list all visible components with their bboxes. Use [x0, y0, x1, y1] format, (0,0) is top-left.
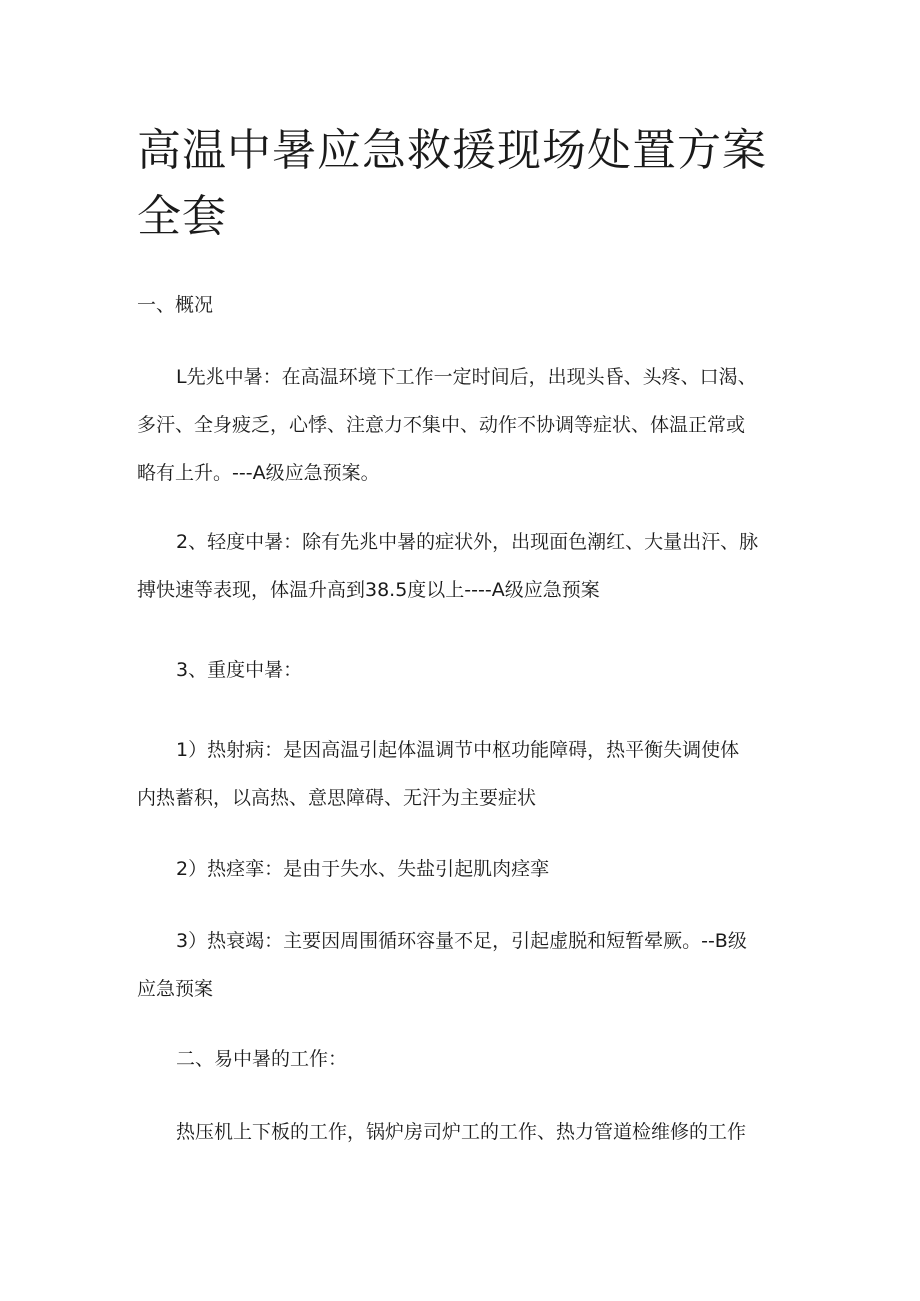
document-title: 高温中暑应急救援现场处置方案全套	[137, 125, 767, 242]
paragraph-line: L先兆中暑：在高温环境下工作一定时间后，出现头昏、头疼、口渴、	[176, 366, 757, 388]
paragraph-heat-exhaustion	[137, 917, 747, 1013]
paragraph-jobs: 热压机上下板的工作，锅炉房司炉工的工作、热力管道检维修的工作	[176, 1121, 747, 1143]
paragraph-line: 2、轻度中暑：除有先兆中暑的症状外，出现面色潮红、大量出汗、脉	[176, 531, 759, 553]
paragraph-line: 1）热射病：是因高温引起体温调节中枢功能障碍，热平衡失调使体	[176, 739, 740, 761]
paragraph-line: 内热蓄积，以高热、意思障碍、无汗为主要症状	[137, 787, 537, 809]
paragraph-line: 略有上升。---A级应急预案。	[137, 462, 380, 484]
paragraph-mild-heatstroke	[137, 518, 758, 614]
paragraph-line: 3）热衰竭：主要因周围循环容量不足，引起虚脱和短暂晕厥。--B级	[176, 930, 747, 952]
paragraph-line: 搏快速等表现，体温升高到38.5度以上----A级应急预案	[137, 579, 600, 601]
section-heading-overview: 一、概况	[137, 294, 214, 316]
paragraph-line: 应急预案	[137, 978, 214, 1000]
section-heading-jobs: 二、易中暑的工作：	[176, 1048, 348, 1070]
section-heading-severe-heatstroke: 3、重度中暑：	[176, 659, 303, 681]
paragraph-line: 多汗、全身疲乏，心悸、注意力不集中、动作不协调等症状、体温正常或	[137, 414, 746, 436]
paragraph-heat-cramps: 2）热痉挛：是由于失水、失盐引起肌肉痉挛	[176, 858, 550, 880]
paragraph-prodromal-heatstroke	[137, 353, 757, 497]
paragraph-heat-stroke	[137, 726, 739, 822]
